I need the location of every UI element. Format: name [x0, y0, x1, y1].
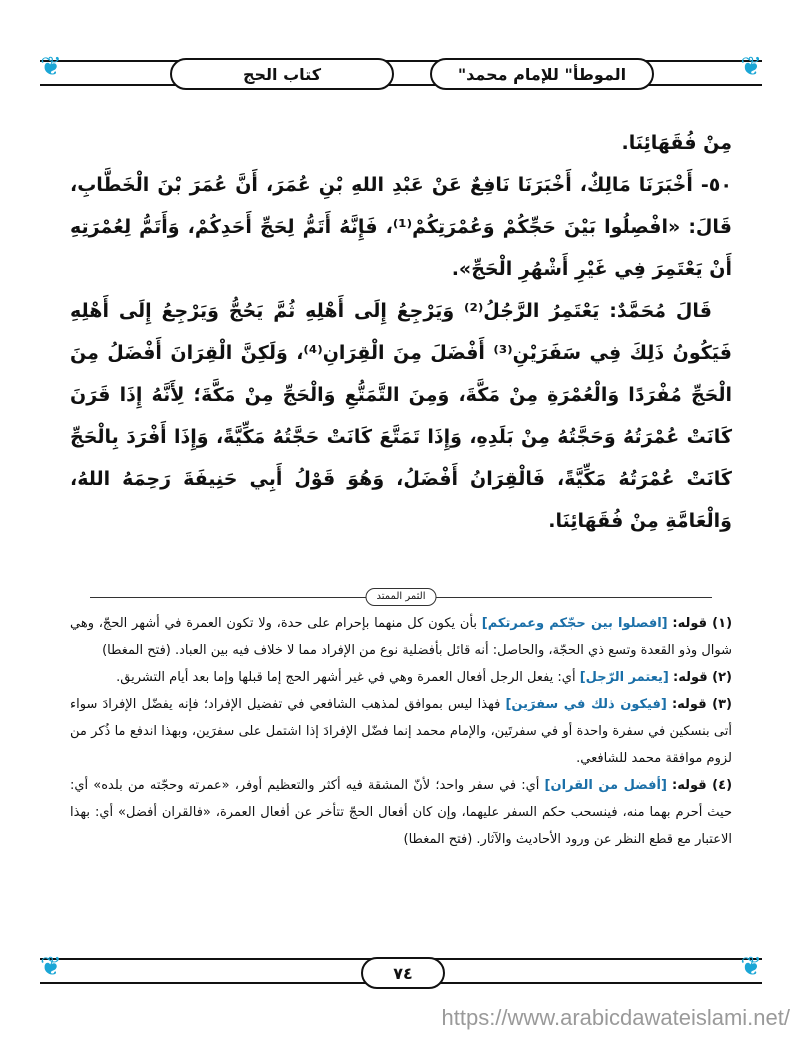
- right-ornament-icon: ❦: [740, 52, 762, 82]
- footnote-number: (٣) قوله:: [671, 697, 732, 712]
- footnotes: [70, 610, 732, 853]
- right-ornament-icon: ❦: [740, 952, 762, 982]
- footnote-term: [افصلوا بين حجّكم وعمرتكم]: [481, 616, 668, 631]
- footnote-text: فهذا ليس بموافق لمذهب الشافعي في تفضيل الإفراد؛ فإنه يفضّل الإفرادَ سواء أتى بنسكين في سفرة واحدة أو في سفرتَين، والإمام محمد إنما فضّل الإفرادَ إذا اشتمل على سفرَين، وبهذا اندفع ما ذُكر من لزوم موافقة محمد للشافعي.: [70, 697, 732, 766]
- footnote-text: أي: يفعل الرجل أفعال العمرة وهي في غير أشهر الحج إما قبلها وإما بعد أيام التشريق.: [116, 670, 576, 685]
- header-rule-bottom: [40, 84, 762, 86]
- footnote-number: (٤) قوله:: [672, 778, 733, 793]
- footnote-item: [70, 772, 732, 853]
- main-paragraph: مِنْ فُقَهَائِنَا.: [621, 132, 732, 154]
- footnote-divider: [90, 592, 712, 604]
- chapter-title: كتاب الحج: [170, 58, 394, 90]
- left-ornament-icon: ❦: [40, 52, 62, 82]
- header-rule-top: [40, 60, 762, 62]
- book-title: "الموطأ" للإمام محمد: [430, 58, 654, 90]
- main-paragraph: قَالَ مُحَمَّدٌ: يَعْتَمِرُ الرَّجُلُ⁽²⁾ وَيَرْجِعُ إِلَى أَهْلِهِ ثُمَّ يَحُجُّ وَيَرْجِعُ إِلَى أَهْلِهِ فَيَكُونُ ذَلِكَ فِي سَفَرَيْنِ⁽³⁾ أَفْضَلَ مِنَ الْقِرَانِ⁽⁴⁾، وَلَكِنَّ الْقِرَانَ أَفْضَلُ مِنَ الْحَجِّ مُفْرَدًا وَالْعُمْرَةِ مِنْ مَكَّةَ، وَمِنَ التَّمَتُّعِ وَالْحَجِّ مِنْ مَكَّةَ؛ لِأَنَّهُ إِذَا قَرَنَ كَانَتْ عُمْرَتُهُ وَحَجَّتُهُ مِنْ بَلَدِهِ، وَإِذَا تَمَتَّعَ كَانَتْ حَجَّتُهُ مَكِّيَّةً، وَإِذَا أَفْرَدَ بِالْحَجِّ كَانَتْ عُمْرَتُهُ مَكِّيَّةً، فَالْقِرَانُ أَفْضَلُ، وَهُوَ قَوْلُ أَبِي حَنِيفَةَ رَحِمَهُ اللهُ، وَالْعَامَّةِ مِنْ فُقَهَائِنَا.: [70, 300, 732, 532]
- footnote-item: [70, 610, 732, 664]
- footnote-item: [70, 691, 732, 772]
- footnote-term: [أفضل من القران]: [544, 778, 667, 793]
- footnote-item: [70, 664, 732, 691]
- page-header: [40, 40, 762, 100]
- footnote-text: بأن يكون كل منهما بإحرام على حدة، ولا تكون العمرة في أشهر الحجّ، وهي شوال وذو القعدة وتسع ذي الحجّة، والحاصل: أنه قائل بأفضلية نوع من الإفراد مما لا خلاف فيه بين العباد. (فتح المغطا): [70, 616, 732, 658]
- watermark-url: https://www.arabicdawateislami.net/: [441, 1005, 790, 1030]
- main-paragraph: ٥٠- أَخْبَرَنَا مَالِكٌ، أَخْبَرَنَا نَافِعٌ عَنْ عَبْدِ اللهِ بْنِ عُمَرَ، أَنَّ عُمَرَ بْنَ الْخَطَّابِ، قَالَ: «افْصِلُوا بَيْنَ حَجِّكُمْ وَعُمْرَتِكُمْ⁽¹⁾، فَإِنَّهُ أَتَمُّ لِحَجِّ أَحَدِكُمْ، وَأَتَمُّ لِعُمْرَتِهِ أَنْ يَعْتَمِرَ فِي غَيْرِ أَشْهُرِ الْحَجِّ».: [70, 174, 732, 280]
- footnote-term: [فيكون ذلك في سفرَين]: [505, 697, 667, 712]
- footnote-term: [يعتمر الرّجل]: [579, 670, 669, 685]
- divider-label: الثمر الممتد: [366, 588, 437, 606]
- footnote-text: أي: في سفر واحد؛ لأنّ المشقة فيه أكثر والتعظيم أوفر، «عمرته وحجّته من بلده» أي: حيث أحرم بهما منه، فينسحب حكم السفر عليهما، وإن كان أفعال الحجّ تتأخر عن أفعال العمرة، «فالقران أفضل» أي: بهذا الاعتبار مع قطع النظر عن ورود الأحاديث والآثار. (فتح المغطا): [70, 778, 732, 847]
- footnote-number: (٢) قوله:: [673, 670, 732, 685]
- page-number: ٧٤: [361, 957, 445, 989]
- left-ornament-icon: ❦: [40, 952, 62, 982]
- footnote-number: (١) قوله:: [672, 616, 733, 631]
- main-text: [70, 122, 732, 542]
